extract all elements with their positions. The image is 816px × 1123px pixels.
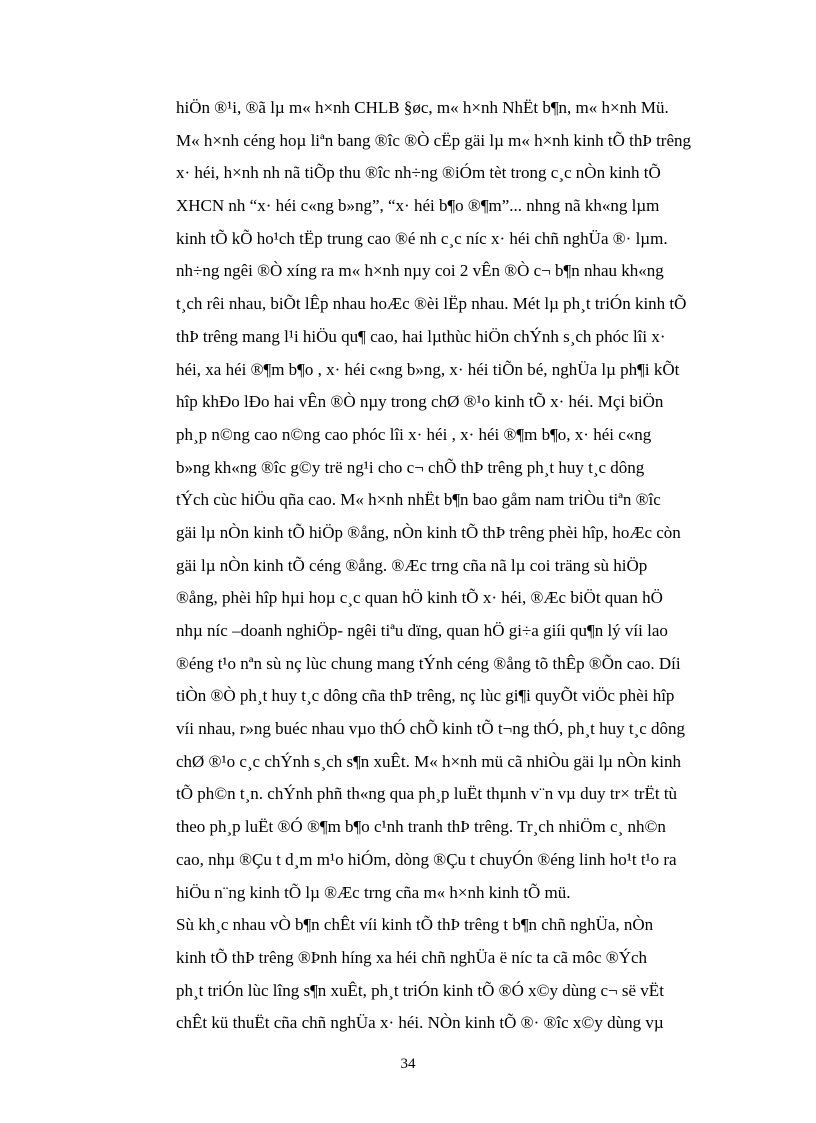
text-line: kinh tÕ thÞ trêng ®Þnh híng xa héi chñ nghÜa ë níc ta cã môc ®Ých — [176, 947, 648, 967]
text-line: nh÷ng ngêi ®Ò xíng ra m« h×nh nµy coi 2 vÊn ®Ò c¬ b¶n nhau kh«ng — [176, 261, 664, 281]
text-line: tÝch cùc hiÖu qña cao. M« h×nh nhËt b¶n bao gåm nam triÒu tiªn ®îc — [176, 490, 661, 510]
text-line: cao, nhµ ®Çu t d¸m m¹o hiÓm, dòng ®Çu t chuyÓn ®éng linh ho¹t t¹o ra — [176, 849, 677, 869]
text-line: ph¸p n©ng cao n©ng cao phóc lîi x· héi , x· héi ®¶m b¶o, x· héi c«ng — [176, 424, 652, 444]
text-line: b»ng kh«ng ®îc g©y trë ng¹i cho c¬ chÕ thÞ trêng ph¸t huy t¸c dông — [176, 457, 645, 477]
text-line: kinh tÕ kÕ ho¹ch tËp trung cao ®é nh c¸c níc x· héi chñ nghÜa ®· lµm. — [176, 228, 668, 248]
text-line: ®éng t¹o nªn sù nç lùc chung mang tÝnh céng ®ång tõ thÊp ®Õn cao. Díi — [176, 653, 681, 673]
text-line: víi nhau, r»ng buéc nhau vµo thÓ chÕ kinh tÕ t¬ng thÓ, ph¸t huy t¸c dông — [176, 719, 686, 739]
text-line: tÕ ph©n t¸n. chÝnh phñ th«ng qua ph¸p luËt thµnh v¨n vµ duy tr× trËt tù — [176, 784, 678, 804]
text-line: M« h×nh céng hoµ liªn bang ®îc ®Ò cËp gäi lµ m« h×nh kinh tÕ thÞ trêng — [176, 130, 692, 150]
text-line: gäi lµ nÒn kinh tÕ hiÖp ®ång, nÒn kinh tÕ thÞ trêng phèi hîp, hoÆc còn — [176, 522, 681, 542]
text-line: chØ ®¹o c¸c chÝnh s¸ch s¶n xuÊt. M« h×nh mü cã nhiÒu gäi lµ nÒn kinh — [176, 751, 681, 771]
text-line: hîp khÐo lÐo hai vÊn ®Ò nµy trong chØ ®¹o kinh tÕ x· héi. Mçi biÖn — [176, 392, 664, 412]
text-line: t¸ch rêi nhau, biÕt lÊp nhau hoÆc ®èi lËp nhau. Mét lµ ph¸t triÓn kinh tÕ — [176, 294, 687, 314]
text-line: thÞ trêng mang l¹i hiÖu qu¶ cao, hai lµthùc hiÖn chÝnh s¸ch phóc lîi x· — [176, 326, 666, 346]
text-line: nhµ níc –doanh nghiÖp- ngêi tiªu dïng, quan hÖ gi÷a giíi qu¶n lý víi lao — [176, 621, 668, 640]
text-line: ph¸t triÓn lùc lîng s¶n xuÊt, ph¸t triÓn kinh tÕ ®Ó x©y dùng c¬ së vËt — [176, 980, 664, 1000]
text-line: gäi lµ nÒn kinh tÕ céng ®ång. ®Æc trng cña nã lµ coi träng sù hiÖp — [176, 555, 648, 575]
text-line: XHCN nh “x· héi c«ng b»ng”, “x· héi b¶o ®¶m”... nhng nã kh«ng lµm — [176, 196, 660, 216]
text-line: hiÖn ®¹i, ®ã lµ m« h×nh CHLB §øc, m« h×nh NhËt b¶n, m« h×nh Mü. — [176, 98, 669, 117]
text-line: Sù kh¸c nhau vÒ b¶n chÊt víi kinh tÕ thÞ trêng t b¶n chñ nghÜa, nÒn — [176, 915, 654, 935]
text-line: héi, xa héi ®¶m b¶o , x· héi c«ng b»ng, x· héi tiÕn bé, nghÜa lµ ph¶i kÕt — [176, 359, 680, 379]
text-line: hiÖu n¨ng kinh tÕ lµ ®Æc trng cña m« h×nh kinh tÕ mü. — [176, 882, 571, 902]
text-line: x· héi, h×nh nh nã tiÕp thu ®îc nh÷ng ®iÓm tèt trong c¸c nÒn kinh tÕ — [176, 163, 661, 183]
body-text — [176, 92, 766, 1040]
text-line: ®ång, phèi hîp hµi hoµ c¸c quan hÖ kinh tÕ x· héi, ®Æc biÖt quan hÖ — [176, 588, 663, 608]
text-line: chÊt kü thuËt cña chñ nghÜa x· héi. NÒn kinh tÕ ®· ®îc x©y dùng vµ — [176, 1013, 664, 1033]
text-line: theo ph¸p luËt ®Ó ®¶m b¶o c¹nh tranh thÞ trêng. Tr¸ch nhiÖm c¸ nh©n — [176, 817, 666, 837]
text-line: tiÒn ®Ò ph¸t huy t¸c dông cña thÞ trêng, nç lùc gi¶i quyÕt viÖc phèi hîp — [176, 686, 675, 706]
page-number: 34 — [400, 1056, 416, 1072]
